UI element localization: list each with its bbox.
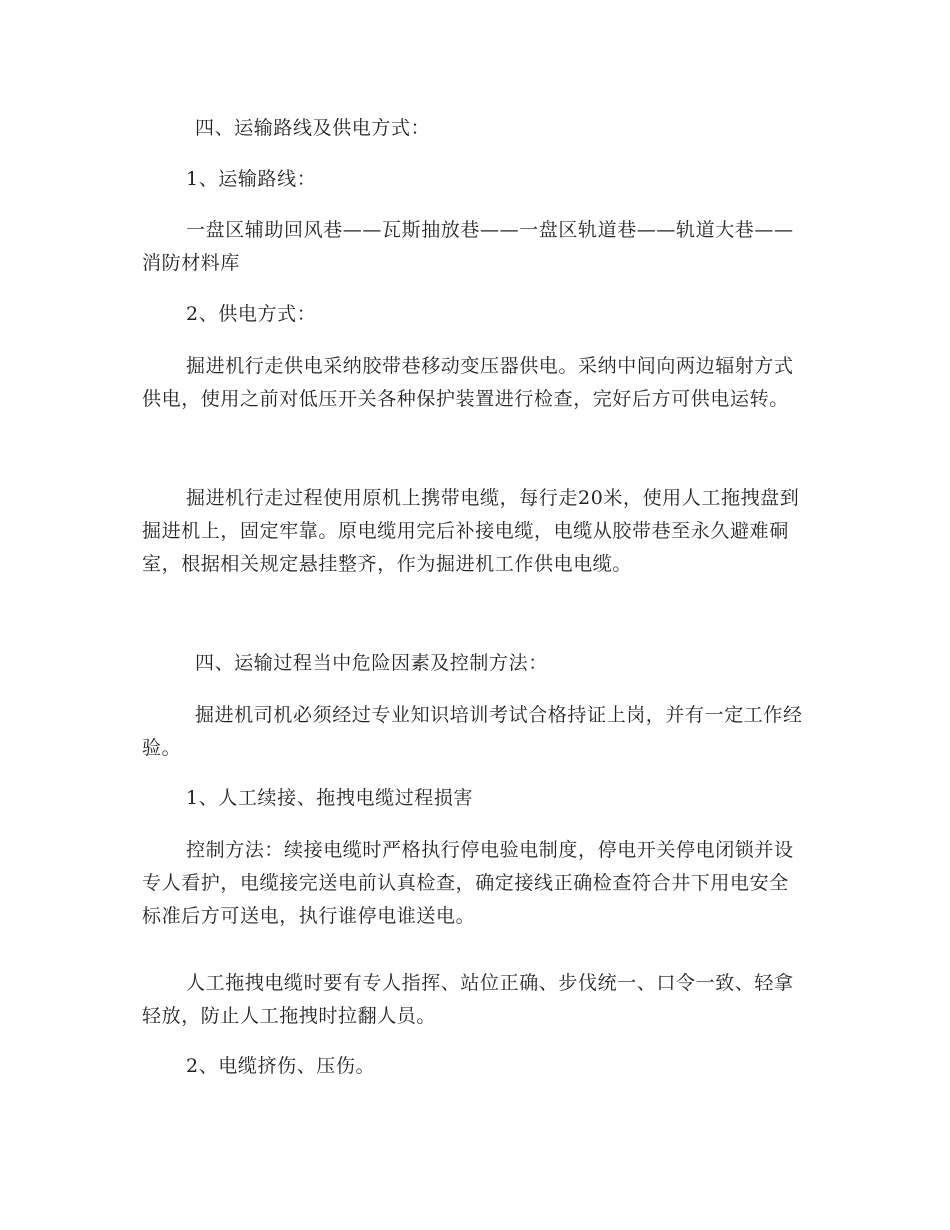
paragraph-control-method: 控制方法：续接电缆时严格执行停电验电制度，停电开关停电闭锁并设专人看护，电缆接完送电前认真检查，确定接线正确检查符合井下用电安全标准后方可送电，执行谁停电谁送电。 xyxy=(142,839,794,927)
section-heading-transport-route-power: 四、运输路线及供电方式： xyxy=(195,117,431,139)
subheading-cable-splicing-hazard: 1、人工续接、拖拽电缆过程损害 xyxy=(186,787,474,809)
paragraph-operator-qualification: 掘进机司机必须经过专业知识培训考试合格持证上岗，并有一定工作经验。 xyxy=(142,704,803,759)
paragraph-route-description: 一盘区辅助回风巷——瓦斯抽放巷——一盘区轨道巷——轨道大巷——消防材料库 xyxy=(142,219,794,274)
paragraph-manual-cable-drag: 人工拖拽电缆时要有专人指挥、站位正确、步伐统一、口令一致、轻拿轻放，防止人工拖拽时拉翻人员。 xyxy=(142,972,794,1027)
paragraph-cable-handling: 掘进机行走过程使用原机上携带电缆，每行走20米，使用人工拖拽盘到掘进机上，固定牢靠。原电缆用完后补接电缆，电缆从胶带巷至永久避难硐室，根据相关规定悬挂整齐，作为掘进机工作供电电缆。 xyxy=(142,487,800,575)
section-heading-hazards-control: 四、运输过程当中危险因素及控制方法： xyxy=(195,652,548,674)
subheading-power-supply: 2、供电方式： xyxy=(186,303,317,325)
subheading-cable-crush-hazard: 2、电缆挤伤、压伤。 xyxy=(186,1055,376,1077)
subheading-transport-route: 1、运输路线： xyxy=(186,168,317,190)
paragraph-power-supply: 掘进机行走供电采纳胶带巷移动变压器供电。采纳中间向两边辐射方式供电，使用之前对低压开关各种保护装置进行检查，完好后方可供电运转。 xyxy=(142,355,794,410)
